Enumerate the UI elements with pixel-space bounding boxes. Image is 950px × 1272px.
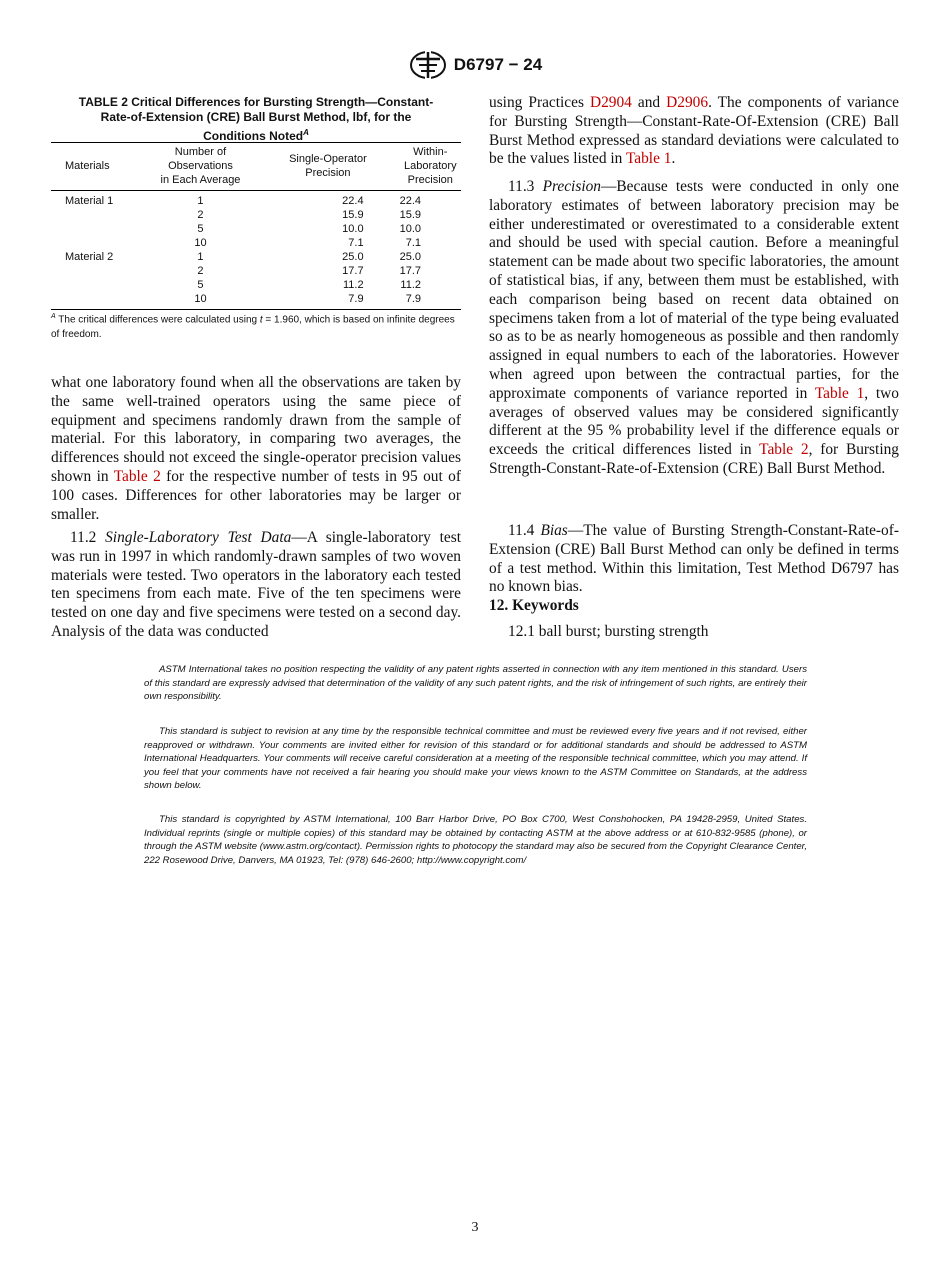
header-number-of-observations: Number of Observations in Each Average xyxy=(145,143,257,191)
cell-within-lab: 25.0 xyxy=(399,251,421,263)
paragraph-text: and xyxy=(631,94,667,111)
cell-single-operator: 7.9 xyxy=(256,292,399,310)
table-row xyxy=(51,191,461,209)
cell-single-operator: 10.0 xyxy=(342,223,364,235)
cell-observations: 5 xyxy=(197,279,204,291)
page-number: 3 xyxy=(471,1220,479,1235)
table-2 xyxy=(51,142,461,310)
cell-material: Material 2 xyxy=(65,251,114,263)
table-row xyxy=(51,292,461,310)
paragraph-11-2-continued xyxy=(489,94,899,169)
paragraph-text: for the respective number of tests in 95 out of 100 cases. Differences for other laboratories may be larger or smaller. xyxy=(51,467,461,523)
section-number: 11.2 xyxy=(70,529,106,546)
cell-within-lab: 7.1 xyxy=(405,237,421,249)
cell-material xyxy=(51,292,145,310)
link-d2906[interactable]: D2906 xyxy=(666,94,709,111)
copyright-notice: This standard is copyrighted by ASTM International, 100 Barr Harbor Drive, PO Box C700, West Conshohocken, PA 19428-2959, United States. Individual reprints (single or multiple copies) of this standard may be obtained by contacting ASTM at the above address or at 610-832-9585 (phone), or through the ASTM website (www.astm.org/contact). Permission rights to photocopy the standard may also be secured from the Copyright Clearance Center, 222 Rosewood Drive, Danvers, MA 01923, Tel: (978) 646-2600; http://www.copyright.com/ xyxy=(144,814,807,866)
cell-material xyxy=(51,208,145,222)
cell-single-operator: 11.2 xyxy=(342,279,364,291)
link-table-1[interactable]: Table 1 xyxy=(625,150,672,168)
cell-observations: 10 xyxy=(194,237,207,249)
patent-notice: ASTM International takes no position respecting the validity of any patent rights asserted in connection with any item mentioned in this standard. Users of this standard are expressly advised that determination of the validity of any such patent rights, and the risk of infringement of such rights, are entirely their own responsibility. xyxy=(144,664,807,703)
header-materials: Materials xyxy=(51,143,145,191)
keywords-heading: 12. Keywords xyxy=(489,597,579,614)
section-title: Precision xyxy=(542,178,601,195)
section-title: Single-Laboratory Test Data xyxy=(105,529,292,546)
paragraph-text: —A single-laboratory test was run in 1997 in which randomly-drawn samples of two woven materials were tested. Two operators in the laboratory each tested ten specimens from each mate. Five of the ten specimens were tested on one day and five specimens were tested on a second day. Analysis of the data was conducted xyxy=(51,529,461,640)
cell-single-operator: 17.7 xyxy=(342,265,364,277)
cell-observations: 1 xyxy=(197,251,204,263)
paragraph-11-2 xyxy=(51,529,461,642)
cell-single-operator: 15.9 xyxy=(342,209,364,221)
paragraph-text: —The value of Bursting Strength-Constant-Rate-of-Extension (CRE) Ball Burst Method can only be defined in terms of a test method. Within this limitation, Test Method D6797 has no known bias. xyxy=(489,522,899,596)
cell-observations: 1 xyxy=(197,195,204,207)
footnote-text: The critical differences were calculated using xyxy=(55,314,260,326)
table-row xyxy=(51,250,461,264)
table-row xyxy=(51,222,461,236)
cell-single-operator: 25.0 xyxy=(342,251,364,263)
standard-designation: D6797 − 24 xyxy=(453,55,543,74)
footnote-text: = 1.960, which is based on infinite degrees of freedom. xyxy=(51,314,455,341)
page-header xyxy=(0,50,950,80)
cell-observations: 2 xyxy=(197,209,204,221)
cell-observations: 5 xyxy=(197,223,204,235)
link-d2904[interactable]: D2904 xyxy=(589,94,632,111)
paragraph-text: —Because tests were conducted in only one laboratory estimates of between laboratory precision may be either underestimated or overestimated to a considerable extent and should be used with special caution. Before a meaningful statement can be made about two specific laboratories, the amount of statistical bias, if any, between them must be established, with each comparison being based on recent data obtained on specimens taken from a lot of material of the type being evaluated so as to be as nearly homogeneous as possible and then randomly assigned in equal numbers to each of the laboratories. However when agreed upon between the contractual parties, for the approximate components of variance reported in xyxy=(489,178,899,402)
cell-material: Material 1 xyxy=(65,195,114,207)
caption-footnote-mark: A xyxy=(303,128,309,137)
cell-material xyxy=(51,236,145,250)
cell-single-operator: 22.4 xyxy=(342,195,364,207)
table-2-footnote xyxy=(51,309,463,342)
table-header-row xyxy=(51,143,461,191)
caption-line: Rate-of-Extension (CRE) Ball Burst Method, lbf, for the xyxy=(100,110,412,124)
section-number: 11.3 xyxy=(508,178,543,195)
header-within-laboratory-precision: Within- Laboratory Precision xyxy=(400,143,461,191)
cell-material xyxy=(51,222,145,236)
caption-line: Conditions Noted xyxy=(203,129,304,143)
cell-observations: 2 xyxy=(197,265,204,277)
paragraph-11-4 xyxy=(489,522,899,597)
table-2-caption xyxy=(51,95,461,144)
cell-observations: 10 xyxy=(145,292,257,310)
paragraph-text: . xyxy=(671,150,676,168)
link-table-2[interactable]: Table 2 xyxy=(113,467,161,485)
cell-within-lab: 17.7 xyxy=(399,265,421,277)
cell-material xyxy=(51,278,145,292)
cell-within-lab: 7.9 xyxy=(400,292,461,310)
paragraph-text: , two averages of observed values may be considered significantly different at the 95 % probability level if the difference equals or exceeds the critical differences listed in xyxy=(489,384,899,459)
cell-single-operator: 7.1 xyxy=(348,237,364,249)
table-row xyxy=(51,278,461,292)
table-row xyxy=(51,264,461,278)
revision-notice: This standard is subject to revision at any time by the responsible technical committee and must be reviewed every five years and if not revised, either reapproved or withdrawn. Your comments are invited either for revision of this standard or for additional standards and should be addressed to ASTM International Headquarters. Your comments will receive careful consideration at a meeting of the responsible technical committee, which you may attend. If you feel that your comments have not received a fair hearing you should make your views known to the ASTM Committee on Standards, at the address shown below. xyxy=(144,726,807,792)
cell-within-lab: 22.4 xyxy=(399,195,421,207)
paragraph-text: , for Bursting Strength-Constant-Rate-of-Extension (CRE) Ball Burst Method. xyxy=(489,441,899,477)
header-single-operator-precision: Single-Operator Precision xyxy=(256,143,399,191)
cell-within-lab: 10.0 xyxy=(399,223,421,235)
link-table-1[interactable]: Table 1 xyxy=(814,384,865,402)
cell-material xyxy=(51,264,145,278)
caption-line: TABLE 2 Critical Differences for Bursting Strength—Constant- xyxy=(78,95,434,109)
footnote-mark: A xyxy=(51,313,56,320)
paragraph-text: what one laboratory found when all the observations are taken by the same well-trained operators using the same piece of equipment and specimens randomly drawn from the sample of material. For this laboratory, in comparing two averages, the differences should not exceed the single-operator precision values shown in xyxy=(51,374,461,485)
footnote-variable: t xyxy=(259,314,263,326)
paragraph-11-3 xyxy=(489,178,899,479)
cell-within-lab: 15.9 xyxy=(399,209,421,221)
link-table-2[interactable]: Table 2 xyxy=(759,441,809,459)
paragraph-text: using Practices xyxy=(489,94,590,111)
paragraph-text: . The components of variance for Bursting Strength—Constant-Rate-Of-Extension (CRE) Ball Burst Method expressed as standard deviations were calculated to be the values listed in xyxy=(489,94,899,168)
astm-logo-icon xyxy=(408,50,448,80)
table-row xyxy=(51,208,461,222)
table-row xyxy=(51,236,461,250)
paragraph-11-1-continued xyxy=(51,374,461,524)
cell-within-lab: 11.2 xyxy=(400,279,421,291)
section-title: Bias xyxy=(540,522,568,539)
section-number: 11.4 xyxy=(508,522,541,539)
keywords-text: 12.1 ball burst; bursting strength xyxy=(508,623,709,640)
